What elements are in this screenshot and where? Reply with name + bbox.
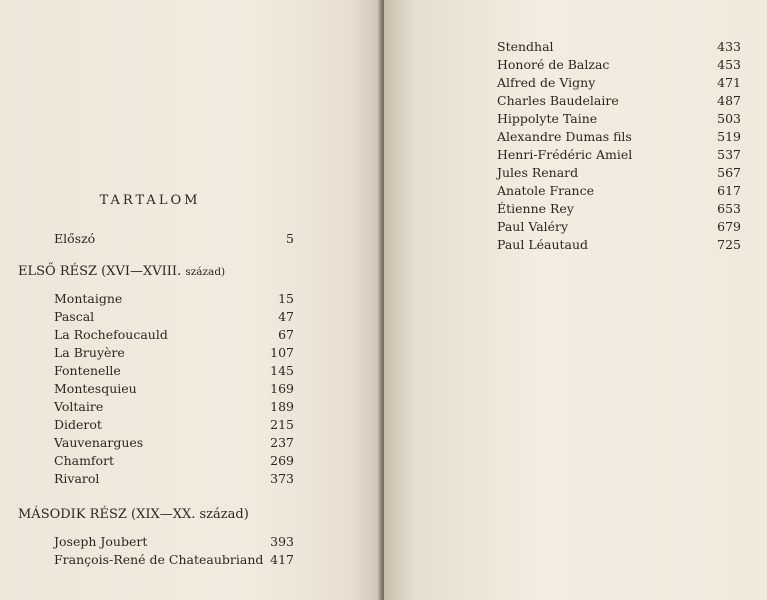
- entry-name: Alfred de Vigny: [497, 75, 596, 90]
- part-one-heading-suffix: század): [185, 266, 226, 278]
- entry-page: 417: [270, 552, 294, 567]
- entry-page: 617: [717, 183, 741, 198]
- entry-name: La Bruyère: [54, 345, 125, 360]
- entry-name: Paul Léautaud: [497, 237, 589, 252]
- toc-entry: [54, 327, 294, 345]
- entry-name: Vauvenargues: [54, 435, 144, 450]
- toc-entry: [497, 183, 741, 201]
- entry-name: Előszó: [54, 231, 96, 246]
- part-one-heading-text: ELSŐ RÉSZ (XVI—XVIII.: [18, 264, 182, 279]
- entry-page: 471: [717, 75, 741, 90]
- entry-page: 567: [717, 165, 741, 180]
- toc-entry: [497, 165, 741, 183]
- toc-entry: [54, 345, 294, 363]
- toc-entry: [54, 309, 294, 327]
- entry-page: 503: [717, 111, 741, 126]
- toc-entry: [497, 237, 741, 255]
- part-one-heading: [18, 264, 225, 279]
- toc-entry: [54, 534, 294, 552]
- entry-page: 373: [270, 471, 294, 486]
- entry-page: 519: [717, 129, 741, 144]
- entry-page: 67: [278, 327, 294, 342]
- entry-name: Rivarol: [54, 471, 100, 486]
- entry-page: 433: [717, 39, 741, 54]
- entry-name: François-René de Chateaubriand: [54, 552, 264, 567]
- entry-name: Diderot: [54, 417, 102, 432]
- toc-entry: [497, 111, 741, 129]
- entry-page: 393: [270, 534, 294, 549]
- entry-page: 145: [270, 363, 294, 378]
- entry-name: Joseph Joubert: [54, 534, 148, 549]
- toc-entry: [54, 471, 294, 489]
- toc-entry: [54, 399, 294, 417]
- toc-entry: [497, 57, 741, 75]
- contents-title: TARTALOM: [99, 193, 201, 208]
- toc-entry: [54, 435, 294, 453]
- entry-page: 453: [717, 57, 741, 72]
- entry-page: 679: [717, 219, 741, 234]
- toc-entry: [497, 219, 741, 237]
- entry-page: 189: [270, 399, 294, 414]
- entry-name: Chamfort: [54, 453, 115, 468]
- entry-page: 653: [717, 201, 741, 216]
- entry-name: Henri-Frédéric Amiel: [497, 147, 633, 162]
- entry-page: 169: [270, 381, 294, 396]
- entry-name: Étienne Rey: [497, 201, 574, 216]
- toc-entry: [54, 417, 294, 435]
- entry-page: 215: [270, 417, 294, 432]
- toc-entry: [497, 147, 741, 165]
- entry-page: 269: [270, 453, 294, 468]
- toc-entry: [497, 129, 741, 147]
- entry-page: 487: [717, 93, 741, 108]
- toc-entry: [54, 453, 294, 471]
- entry-page: 15: [278, 291, 294, 306]
- entry-name: Jules Renard: [497, 165, 579, 180]
- entry-page: 47: [278, 309, 294, 324]
- toc-entry: [54, 291, 294, 309]
- entry-name: Montaigne: [54, 291, 123, 306]
- entry-page: 107: [270, 345, 294, 360]
- entry-name: Charles Baudelaire: [497, 93, 619, 108]
- part-two-heading: MÁSODIK RÉSZ (XIX—XX. század): [18, 507, 249, 522]
- toc-entry: [497, 39, 741, 57]
- toc-entry: [54, 552, 294, 570]
- entry-name: Paul Valéry: [497, 219, 569, 234]
- entry-name: Hippolyte Taine: [497, 111, 598, 126]
- left-page: [0, 0, 381, 600]
- right-page: [384, 0, 767, 600]
- toc-entry: [497, 93, 741, 111]
- entry-name: Alexandre Dumas fils: [497, 129, 632, 144]
- entry-page: 537: [717, 147, 741, 162]
- entry-page: 725: [717, 237, 741, 252]
- toc-entry: [54, 381, 294, 399]
- toc-entry-preface: [54, 231, 294, 249]
- entry-name: Voltaire: [54, 399, 104, 414]
- entry-name: Fontenelle: [54, 363, 121, 378]
- toc-entry: [497, 75, 741, 93]
- toc-entry: [54, 363, 294, 381]
- entry-name: Pascal: [54, 309, 95, 324]
- entry-page: 237: [270, 435, 294, 450]
- entry-page: 5: [286, 231, 294, 246]
- entry-name: Anatole France: [497, 183, 594, 198]
- toc-entry: [497, 201, 741, 219]
- entry-name: Honoré de Balzac: [497, 57, 610, 72]
- entry-name: La Rochefoucauld: [54, 327, 168, 342]
- entry-name: Montesquieu: [54, 381, 137, 396]
- entry-name: Stendhal: [497, 39, 554, 54]
